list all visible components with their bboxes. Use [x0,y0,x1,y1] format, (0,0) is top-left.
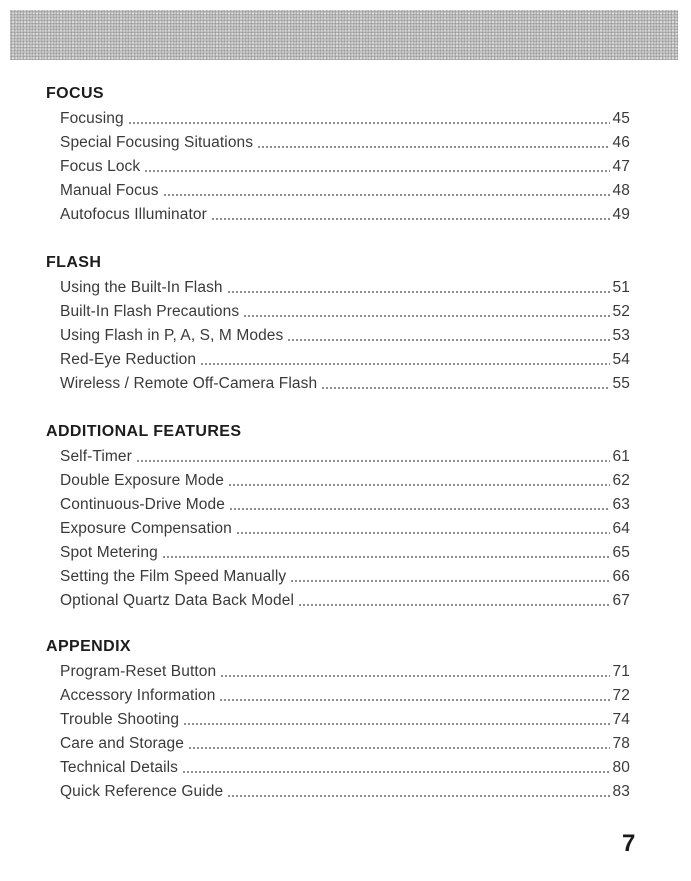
entry-label: Optional Quartz Data Back Model [60,592,294,609]
page-number: 7 [622,830,636,857]
entry-label: Spot Metering [60,544,158,561]
entry-page: 64 [612,520,630,537]
toc-entry[interactable] [60,588,630,610]
entry-page: 47 [612,158,630,175]
entry-page: 83 [612,783,630,800]
entry-label: Continuous-Drive Mode [60,496,225,513]
entry-page: 52 [612,303,630,320]
toc-entry[interactable] [60,154,630,176]
dot-leader [200,363,610,365]
toc-entry[interactable] [60,540,630,562]
toc-entry[interactable] [60,564,630,586]
entry-page: 63 [612,496,630,513]
dot-leader [257,146,610,148]
toc-entry[interactable] [60,371,630,393]
entry-page: 48 [612,182,630,199]
dot-leader [163,194,610,196]
entry-label: Focus Lock [60,158,141,175]
toc-entry[interactable] [60,299,630,321]
toc-entry[interactable] [60,516,630,538]
toc-entry[interactable] [60,202,630,224]
dot-leader [188,747,610,749]
entry-page: 51 [612,279,630,296]
entry-label: Built-In Flash Precautions [60,303,240,320]
toc-entry[interactable] [60,444,630,466]
toc-entry[interactable] [60,130,630,152]
entry-page: 55 [612,375,630,392]
dot-leader [128,122,610,124]
entry-page: 54 [612,351,630,368]
toc-entry[interactable] [60,659,630,681]
dot-leader [220,675,610,677]
entry-page: 67 [612,592,630,609]
dot-leader [228,484,610,486]
dot-leader [183,723,610,725]
entry-page: 80 [612,759,630,776]
toc-entry[interactable] [60,755,630,777]
toc-entry[interactable] [60,106,630,128]
entry-label: Using Flash in P, A, S, M Modes [60,327,284,344]
entry-page: 46 [612,134,630,151]
toc-entry[interactable] [60,683,630,705]
entry-label: Quick Reference Guide [60,783,224,800]
entry-page: 49 [612,206,630,223]
section-title-flash: FLASH [46,254,102,271]
toc-entry[interactable] [60,707,630,729]
dot-leader [321,387,610,389]
entry-label: Using the Built-In Flash [60,279,223,296]
entry-label: Wireless / Remote Off-Camera Flash [60,375,318,392]
entry-page: 62 [612,472,630,489]
entry-page: 53 [612,327,630,344]
entry-label: Autofocus Illuminator [60,206,207,223]
entry-label: Program-Reset Button [60,663,217,680]
entry-label: Care and Storage [60,735,184,752]
entry-page: 78 [612,735,630,752]
dot-leader [287,339,610,341]
dot-leader [136,460,610,462]
entry-label: Exposure Compensation [60,520,232,537]
dot-leader [290,580,610,582]
entry-label: Manual Focus [60,182,159,199]
dot-leader [144,170,610,172]
entry-label: Setting the Film Speed Manually [60,568,287,585]
entry-page: 74 [612,711,630,728]
entry-label: Technical Details [60,759,179,776]
dot-leader [162,556,610,558]
toc-entry[interactable] [60,779,630,801]
dot-leader [298,604,610,606]
header-band [10,10,678,60]
dot-leader [243,315,610,317]
toc-entry[interactable] [60,347,630,369]
dot-leader [219,699,610,701]
toc-entry[interactable] [60,731,630,753]
entry-label: Trouble Shooting [60,711,180,728]
section-title-focus: FOCUS [46,85,104,102]
entry-page: 72 [612,687,630,704]
entry-label: Special Focusing Situations [60,134,254,151]
entry-page: 71 [612,663,630,680]
entry-label: Double Exposure Mode [60,472,224,489]
toc-entry[interactable] [60,275,630,297]
section-title-additional-features: ADDITIONAL FEATURES [46,423,242,440]
toc-entry[interactable] [60,492,630,514]
toc-entry[interactable] [60,468,630,490]
dot-leader [182,771,610,773]
entry-page: 61 [612,448,630,465]
dot-leader [229,508,610,510]
dot-leader [227,291,610,293]
entry-label: Accessory Information [60,687,216,704]
dot-leader [236,532,610,534]
toc-entry[interactable] [60,323,630,345]
entry-label: Self-Timer [60,448,132,465]
entry-label: Focusing [60,110,124,127]
toc-entry[interactable] [60,178,630,200]
dot-leader [211,218,610,220]
dot-leader [227,795,610,797]
entry-page: 45 [612,110,630,127]
entry-page: 65 [612,544,630,561]
entry-page: 66 [612,568,630,585]
section-title-appendix: APPENDIX [46,638,131,655]
entry-label: Red-Eye Reduction [60,351,197,368]
